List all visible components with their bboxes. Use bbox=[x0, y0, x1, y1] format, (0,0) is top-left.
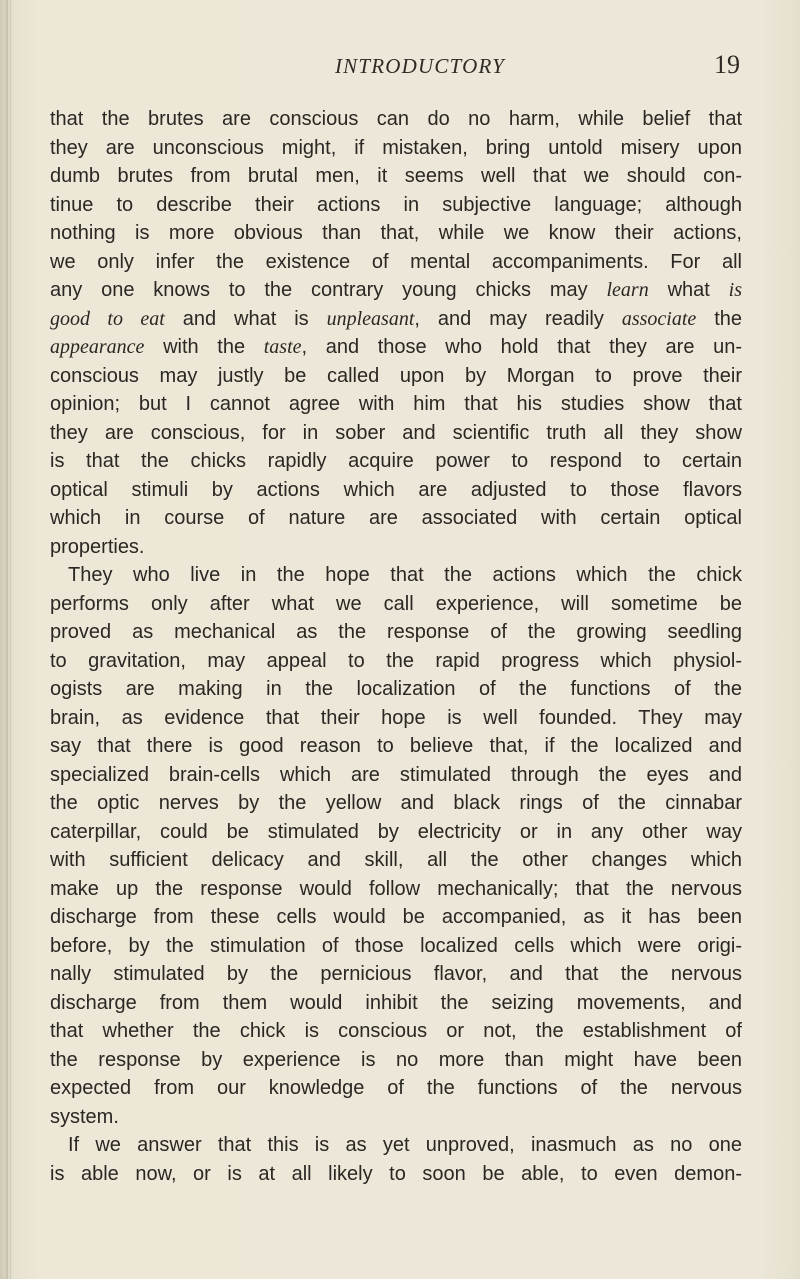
text-run: say that there is good reason to believe that, if the localized and bbox=[50, 735, 742, 757]
running-title: INTRODUCTORY bbox=[334, 54, 505, 78]
italic-text: is bbox=[728, 279, 742, 301]
text-line bbox=[50, 932, 742, 961]
text-run: specialized brain-cells which are stimulated through the eyes and bbox=[50, 763, 742, 786]
text-line bbox=[50, 134, 742, 163]
text-run: , and those who hold that they are un- bbox=[301, 336, 742, 358]
text-run: before, by the stimulation of those localized cells which were origi- bbox=[50, 934, 742, 957]
text-run: performs only after what we call experience, will sometime be bbox=[50, 592, 742, 615]
text-run: brain, as evidence that their hope is well founded. They may bbox=[50, 706, 742, 729]
text-run: discharge from these cells would be accompanied, as it has been bbox=[50, 906, 742, 928]
text-line bbox=[50, 476, 742, 505]
text-run: nally stimulated by the pernicious flavor, and that the nervous bbox=[50, 963, 742, 985]
text-line bbox=[50, 590, 742, 619]
text-run: expected from our knowledge of the functions of the nervous bbox=[50, 1077, 742, 1099]
text-line bbox=[50, 390, 742, 419]
text-run: system. bbox=[50, 1105, 119, 1128]
binding-shadow-inner bbox=[10, 0, 11, 1279]
text-line bbox=[50, 1160, 742, 1189]
text-line bbox=[50, 1103, 742, 1132]
text-line bbox=[50, 305, 742, 334]
italic-text: associate bbox=[621, 307, 697, 330]
text-run: make up the response would follow mechanically; that the nervous bbox=[50, 877, 742, 900]
text-run: ogists are making in the localization of the functions of the bbox=[50, 678, 742, 700]
text-run: with the bbox=[144, 336, 264, 358]
text-line bbox=[50, 1046, 742, 1075]
text-line bbox=[50, 1017, 742, 1046]
page-number: 19 bbox=[714, 50, 740, 79]
text-run: If we answer that this is as yet unproved, inasmuch as no one bbox=[68, 1134, 742, 1156]
text-run: is able now, or is at all likely to soon be able, to even demon- bbox=[50, 1162, 742, 1185]
italic-text: unpleasant bbox=[326, 307, 415, 330]
running-head bbox=[100, 52, 740, 82]
binding-shadow bbox=[6, 0, 8, 1279]
text-line bbox=[50, 248, 742, 277]
text-line bbox=[50, 191, 742, 220]
text-line bbox=[50, 818, 742, 847]
text-line bbox=[50, 618, 742, 647]
text-line bbox=[50, 647, 742, 676]
text-line bbox=[50, 219, 742, 248]
italic-text: learn bbox=[606, 279, 649, 301]
text-line bbox=[50, 447, 742, 476]
text-line bbox=[50, 1074, 742, 1103]
text-run: They who live in the hope that the actions which the chick bbox=[68, 564, 742, 586]
text-line bbox=[50, 105, 742, 134]
text-run: the optic nerves by the yellow and black rings of the cinnabar bbox=[50, 792, 742, 814]
text-line bbox=[50, 333, 742, 362]
text-run: to gravitation, may appeal to the rapid progress which physiol- bbox=[50, 649, 742, 672]
text-line bbox=[50, 675, 742, 704]
text-line bbox=[50, 419, 742, 448]
text-line bbox=[50, 561, 742, 590]
text-run: discharge from them would inhibit the seizing movements, and bbox=[50, 991, 742, 1014]
italic-text: taste bbox=[263, 336, 302, 358]
text-line bbox=[50, 1131, 742, 1160]
text-run: proved as mechanical as the response of the growing seedling bbox=[50, 621, 742, 643]
text-run: what bbox=[648, 279, 729, 301]
text-line bbox=[50, 875, 742, 904]
text-run: properties. bbox=[50, 535, 145, 558]
text-run: and what is bbox=[164, 307, 327, 330]
text-run: with sufficient delicacy and skill, all the other changes which bbox=[50, 849, 742, 871]
body-text bbox=[50, 105, 742, 1188]
text-run: they are conscious, for in sober and scientific truth all they show bbox=[50, 421, 742, 444]
text-run: we only infer the existence of mental accompaniments. For all bbox=[50, 250, 742, 273]
italic-text: good to eat bbox=[50, 307, 165, 330]
text-run: that whether the chick is conscious or not, the establishment of bbox=[50, 1020, 742, 1042]
text-line bbox=[50, 533, 742, 562]
text-line bbox=[50, 276, 742, 305]
text-run: , and may readily bbox=[414, 307, 622, 330]
text-line bbox=[50, 789, 742, 818]
text-run: is that the chicks rapidly acquire power to respond to certain bbox=[50, 450, 742, 472]
text-run: optical stimuli by actions which are adjusted to those flavors bbox=[50, 478, 742, 501]
text-line bbox=[50, 732, 742, 761]
text-line bbox=[50, 162, 742, 191]
text-run: the bbox=[696, 307, 742, 330]
text-line bbox=[50, 704, 742, 733]
text-run: caterpillar, could be stimulated by electricity or in any other way bbox=[50, 820, 742, 843]
text-line bbox=[50, 362, 742, 391]
text-run: opinion; but I cannot agree with him that his studies show that bbox=[50, 393, 742, 415]
text-run: conscious may justly be called upon by Morgan to prove their bbox=[50, 364, 742, 387]
text-run: tinue to describe their actions in subjective language; although bbox=[50, 193, 742, 216]
text-run: that the brutes are conscious can do no harm, while belief that bbox=[50, 108, 742, 130]
text-line bbox=[50, 504, 742, 533]
text-run: any one knows to the contrary young chicks may bbox=[50, 279, 607, 301]
text-run: dumb brutes from brutal men, it seems well that we should con- bbox=[50, 165, 742, 187]
text-run: they are unconscious might, if mistaken, bring untold misery upon bbox=[50, 136, 742, 159]
italic-text: appearance bbox=[50, 336, 145, 358]
text-line bbox=[50, 903, 742, 932]
text-run: nothing is more obvious than that, while we know their actions, bbox=[50, 222, 742, 244]
text-run: the response by experience is no more than might have been bbox=[50, 1048, 742, 1071]
text-line bbox=[50, 761, 742, 790]
text-line bbox=[50, 960, 742, 989]
text-line bbox=[50, 989, 742, 1018]
text-run: which in course of nature are associated with certain optical bbox=[50, 507, 742, 529]
text-line bbox=[50, 846, 742, 875]
